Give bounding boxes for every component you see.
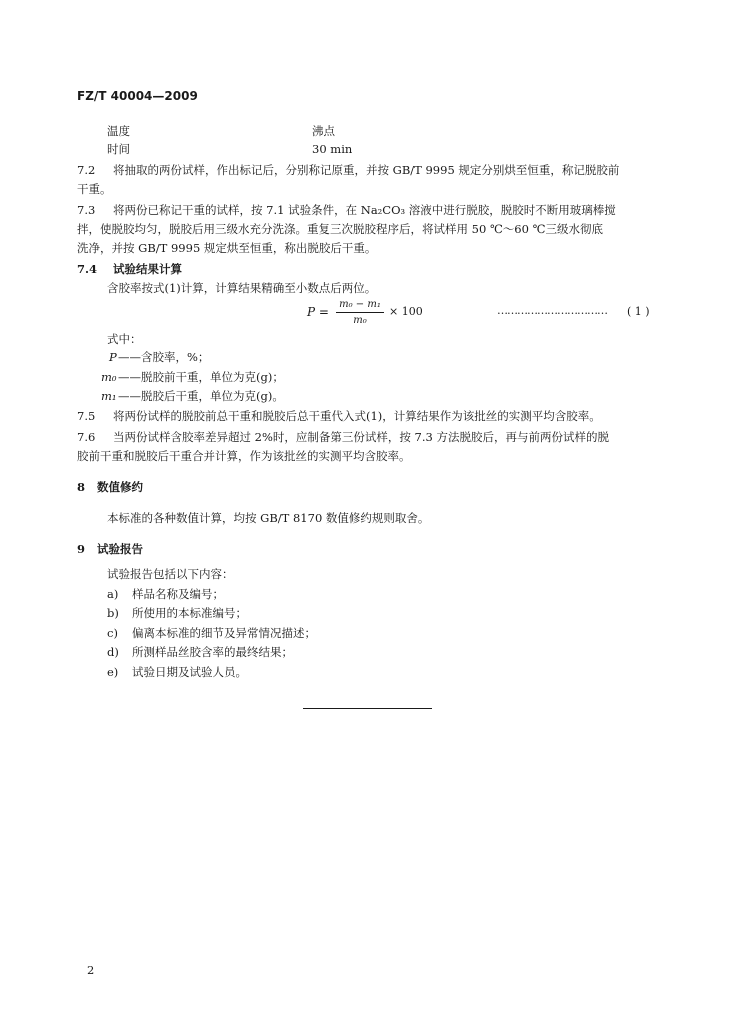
formula-denominator: m₀: [353, 315, 367, 326]
list-item-text: 试验日期及试验人员。: [132, 665, 247, 679]
clause-7-6-line: 胶前干重和脱胶后干重合并计算，作为该批丝的实测平均含胶率。: [77, 449, 411, 463]
condition-value-time: 30 min: [312, 142, 353, 156]
list-item-label: c): [107, 626, 118, 640]
clause-7-4-intro: 含胶率按式(1)计算，计算结果精确至小数点后两位。: [107, 281, 377, 295]
variable-description: ——含胶率，%；: [118, 350, 210, 364]
condition-value-temperature: 沸点: [312, 124, 335, 138]
formula-numerator: m₀ − m₁: [339, 299, 381, 310]
end-of-document-rule: [303, 708, 432, 709]
formula-lhs: P =: [307, 305, 329, 319]
variable-symbol: m₁: [101, 389, 117, 403]
clause-7-3-line: 拌，使脱胶均匀，脱胶后用三级水充分洗涤。重复三次脱胶程序后，将试样用 50 ℃～60 ℃三级水彻底: [77, 222, 603, 236]
formula-rhs: × 100: [389, 305, 423, 318]
document-code: FZ/T 40004—2009: [77, 89, 198, 103]
section-8-number: 8: [77, 480, 86, 494]
section-9-number: 9: [77, 542, 86, 556]
clause-7-2-line: 将抽取的两份试样，作出标记后，分别称记原重，并按 GB/T 9995 规定分别烘至恒重，称记脱胶前: [113, 163, 620, 177]
list-item-label: d): [107, 645, 119, 659]
variable-symbol: P: [109, 350, 117, 364]
list-item-text: 样品名称及编号；: [132, 587, 224, 601]
section-8-title: 数值修约: [97, 480, 143, 494]
clause-7-5-number: 7.5: [77, 409, 96, 423]
section-9-intro: 试验报告包括以下内容：: [107, 567, 234, 581]
clause-7-4-number: 7.4: [77, 262, 98, 276]
list-item-label: e): [107, 665, 119, 679]
list-item-text: 偏离本标准的细节及异常情况描述；: [132, 626, 316, 640]
variable-symbol: m₀: [101, 370, 117, 384]
section-9-title: 试验报告: [97, 542, 143, 556]
variable-description: ——脱胶前干重，单位为克(g)；: [118, 370, 284, 384]
clause-7-2-line: 干重。: [77, 182, 112, 196]
list-item-text: 所使用的本标准编号；: [132, 606, 247, 620]
condition-label-time: 时间: [107, 142, 130, 156]
list-item-label: b): [107, 606, 119, 620]
fraction-bar: [336, 312, 384, 313]
clause-7-6-line: 当两份试样含胶率差异超过 2%时，应制备第三份试样，按 7.3 方法脱胶后，再与前两份试样的脱: [113, 430, 609, 444]
formula-equation-number: ( 1 ): [627, 305, 650, 318]
clause-7-3-number: 7.3: [77, 203, 96, 217]
condition-label-temperature: 温度: [107, 124, 130, 138]
formula-leader-dots: ……………………………: [497, 304, 607, 317]
section-8-text: 本标准的各种数值计算，均按 GB/T 8170 数值修约规则取舍。: [107, 511, 430, 525]
clause-7-2-number: 7.2: [77, 163, 96, 177]
where-label: 式中：: [107, 332, 142, 346]
clause-7-6-number: 7.6: [77, 430, 96, 444]
list-item-text: 所测样品丝胶含率的最终结果；: [132, 645, 293, 659]
clause-7-4-title: 试验结果计算: [113, 262, 182, 276]
list-item-label: a): [107, 587, 119, 601]
formula-fraction: [336, 299, 384, 327]
variable-description: ——脱胶后干重，单位为克(g)。: [118, 389, 284, 403]
page-number: 2: [87, 963, 95, 977]
clause-7-3-line: 将两份已称记干重的试样，按 7.1 试验条件，在 Na₂CO₃ 溶液中进行脱胶，脱胶时不断用玻璃棒搅: [113, 203, 616, 217]
clause-7-3-line: 洗净，并按 GB/T 9995 规定烘至恒重，称出脱胶后干重。: [77, 241, 377, 255]
clause-7-5-line: 将两份试样的脱胶前总干重和脱胶后总干重代入式(1)，计算结果作为该批丝的实测平均含胶率。: [113, 409, 601, 423]
